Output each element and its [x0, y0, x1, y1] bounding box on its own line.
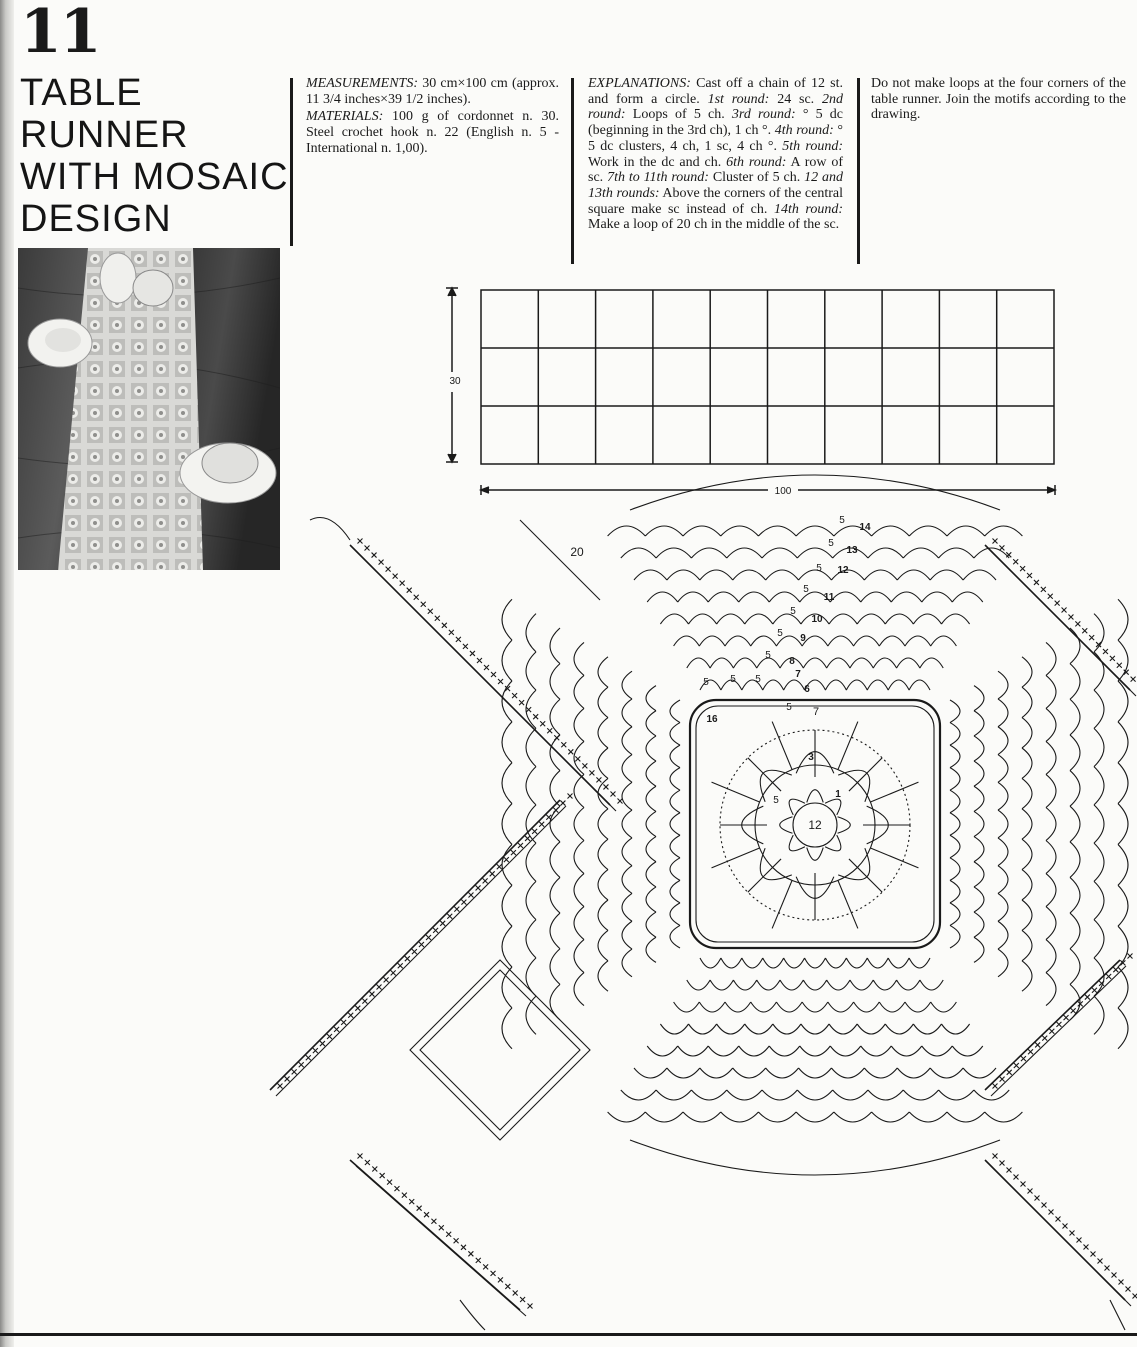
measurements-paragraph: MEASUREMENTS: 30 cm×100 cm (approx. 11 3/4 inches×39 1/2 inches).: [306, 76, 559, 107]
sc-stitch-mark: [582, 763, 587, 768]
corner-spoke: [838, 880, 858, 928]
sc-stitch-mark: [1131, 677, 1136, 682]
round-number-label: 16: [706, 714, 718, 725]
bottom-rule: [0, 1333, 1137, 1336]
right-arch-col: [974, 686, 984, 963]
sc-stitch-mark: [568, 749, 573, 754]
sc-stitch-mark: [512, 693, 517, 698]
sc-stitch-mark: [1049, 1210, 1054, 1215]
sc-stitch-mark: [393, 574, 398, 579]
title-line-2: RUNNER: [20, 114, 189, 156]
sc-stitch-mark: [1106, 974, 1111, 979]
round-number-label: 3: [808, 752, 814, 763]
diagonal-band-bottom-right-inner: [991, 1166, 1131, 1306]
sc-stitch-mark: [596, 777, 601, 782]
sc-stitch-mark: [320, 1041, 325, 1046]
sc-stitch-mark: [1055, 601, 1060, 606]
sc-stitch-mark: [431, 1219, 436, 1224]
sc-stitch-mark: [476, 885, 481, 890]
bottom-arch-row: [687, 980, 943, 990]
height-arrow-top: [448, 288, 456, 296]
right-arch-col: [1070, 628, 1080, 1020]
sc-stitch-mark: [1014, 1063, 1019, 1068]
materials-paragraph: MATERIALS: 100 g of cordonnet n. 30. Steel crochet hook n. 22 (English n. 5 - International n. 1,00).: [306, 109, 559, 156]
sc-stitch-mark: [468, 1251, 473, 1256]
chain-spoke: [748, 758, 781, 791]
left-arch-col: [598, 657, 608, 991]
sc-stitch-mark: [414, 595, 419, 600]
round-number-label: 10: [811, 614, 823, 625]
bottom-arch-row: [674, 1002, 957, 1012]
sc-stitch-mark: [497, 864, 502, 869]
sc-stitch-mark: [546, 815, 551, 820]
bottom-arch-row: [634, 1068, 996, 1078]
sc-stitch-mark: [285, 1076, 290, 1081]
round-number-label: 7: [795, 669, 801, 680]
sc-stitch-mark: [439, 1225, 444, 1230]
sc-stitch-mark: [417, 1206, 422, 1211]
sc-stitch-mark: [435, 616, 440, 621]
sc-stitch-mark: [405, 956, 410, 961]
petal-loop: [807, 790, 823, 803]
bottom-curl: [460, 1300, 485, 1330]
sc-stitch-mark: [1028, 1049, 1033, 1054]
top-arch-row: [674, 636, 957, 646]
sc-stitch-mark: [1013, 559, 1018, 564]
round-number-label: 14: [859, 522, 871, 533]
sc-stitch-mark: [447, 914, 452, 919]
loop-5-label: 5: [777, 628, 783, 639]
sc-stitch-mark: [477, 658, 482, 663]
sc-stitch-mark: [341, 1020, 346, 1025]
sc-stitch-mark: [1035, 1196, 1040, 1201]
sc-stitch-mark: [1119, 1280, 1124, 1285]
loop-5-label: 5: [828, 538, 834, 549]
title-line-4: DESIGN: [20, 198, 172, 240]
bottom-arch-row: [700, 958, 930, 968]
round-number-label: 8: [789, 656, 795, 667]
schematic-height-label: 30: [449, 376, 461, 387]
sc-stitch-mark: [398, 963, 403, 968]
right-arch-col: [1094, 614, 1104, 1035]
chain-20-label: 20: [570, 545, 584, 559]
sc-stitch-mark: [1056, 1217, 1061, 1222]
sc-stitch-mark: [1042, 1036, 1047, 1041]
height-arrow-bottom: [448, 454, 456, 462]
sc-stitch-mark: [292, 1069, 297, 1074]
loop-5-label: 5: [839, 515, 845, 526]
sc-stitch-mark: [1027, 573, 1032, 578]
sc-stitch-mark: [386, 567, 391, 572]
corner-spoke: [870, 848, 918, 868]
diagonal-band-lower-right-inner: [991, 966, 1126, 1096]
petal-loop: [780, 817, 793, 833]
sc-stitch-mark: [278, 1084, 283, 1089]
loop-5-label: 5: [703, 677, 709, 688]
diagonal-band-lower-left-inner: [276, 806, 566, 1096]
width-arrow-left: [481, 487, 489, 493]
sc-stitch-mark: [505, 1284, 510, 1289]
sc-stitch-mark: [1075, 621, 1080, 626]
corner-spoke: [838, 722, 858, 770]
left-arch-col: [502, 599, 512, 1049]
sc-stitch-mark: [520, 1297, 525, 1302]
right-arch-col: [950, 700, 960, 948]
sc-stitch-mark: [490, 871, 495, 876]
round-number-label: 1: [835, 789, 841, 800]
corner-curl: [310, 518, 350, 541]
left-arch-col: [574, 642, 584, 1005]
sc-stitch-mark: [394, 1186, 399, 1191]
sc-stitch-mark: [384, 977, 389, 982]
sc-stitch-mark: [369, 992, 374, 997]
bottom-curl: [1110, 1300, 1125, 1330]
loop-5-label: 5: [730, 674, 736, 685]
corner-spoke: [870, 782, 918, 802]
right-arch-col: [1022, 657, 1032, 991]
sc-stitch-mark: [1028, 1189, 1033, 1194]
chain-spoke: [849, 758, 882, 791]
sc-stitch-mark: [547, 728, 552, 733]
sc-stitch-mark: [412, 949, 417, 954]
sc-stitch-mark: [372, 1167, 377, 1172]
sc-stitch-mark: [419, 942, 424, 947]
sc-stitch-mark: [454, 907, 459, 912]
sc-stitch-mark: [1089, 635, 1094, 640]
join-diamond-inner: [420, 970, 580, 1130]
left-arch-col: [526, 614, 536, 1035]
sc-stitch-mark: [1000, 1161, 1005, 1166]
loop-5-label: 5: [790, 606, 796, 617]
sc-stitch-mark: [424, 1212, 429, 1217]
sc-stitch-mark: [498, 1277, 503, 1282]
sc-stitch-mark: [468, 893, 473, 898]
chain-spoke: [849, 859, 882, 892]
sc-stitch-mark: [1117, 663, 1122, 668]
sc-stitch-mark: [446, 1232, 451, 1237]
schematic-width-label: 100: [774, 486, 792, 497]
inner-round-7-label: 7: [812, 706, 820, 718]
sc-stitch-mark: [1034, 580, 1039, 585]
sc-stitch-mark: [589, 770, 594, 775]
sc-stitch-mark: [1085, 995, 1090, 1000]
outer-loop-bottom: [630, 1140, 1000, 1175]
corner-spoke: [712, 782, 760, 802]
sc-stitch-mark: [358, 539, 363, 544]
top-arch-row: [634, 570, 996, 580]
sc-stitch-mark: [1042, 1203, 1047, 1208]
bottom-arch-row: [621, 1090, 1009, 1100]
sc-stitch-mark: [306, 1055, 311, 1060]
sc-stitch-mark: [603, 784, 608, 789]
sc-stitch-mark: [511, 850, 516, 855]
sc-stitch-mark: [532, 829, 537, 834]
sc-stitch-mark: [525, 836, 530, 841]
sc-stitch-mark: [1092, 988, 1097, 993]
center-chain-label: 12: [808, 818, 822, 832]
sc-stitch-mark: [1110, 656, 1115, 661]
sc-stitch-mark: [1048, 594, 1053, 599]
sc-stitch-mark: [1098, 1259, 1103, 1264]
chain-20-line: [520, 520, 600, 600]
sc-stitch-mark: [610, 791, 615, 796]
sc-stitch-mark: [355, 1006, 360, 1011]
title-line-1: TABLE: [20, 72, 143, 114]
sc-stitch-mark: [463, 644, 468, 649]
size-schematic: [446, 288, 1055, 495]
sc-stitch-mark: [449, 630, 454, 635]
sc-stitch-mark: [456, 637, 461, 642]
loop-5-label: 5: [755, 674, 761, 685]
sc-stitch-mark: [504, 857, 509, 862]
sc-stitch-mark: [1133, 1294, 1137, 1299]
sc-stitch-mark: [1084, 1245, 1089, 1250]
sc-stitch-mark: [365, 1160, 370, 1165]
sc-stitch-mark: [993, 539, 998, 544]
sc-stitch-mark: [421, 602, 426, 607]
sc-stitch-mark: [348, 1013, 353, 1018]
sc-stitch-mark: [1020, 566, 1025, 571]
sc-stitch-mark: [409, 1199, 414, 1204]
diagonal-band-upper-right-inner: [991, 551, 1136, 696]
sc-stitch-mark: [440, 921, 445, 926]
sc-stitch-mark: [1103, 649, 1108, 654]
right-arch-col: [1118, 599, 1128, 1049]
sc-stitch-mark: [442, 623, 447, 628]
pattern-number: 11: [20, 0, 100, 67]
sc-stitch-mark: [484, 665, 489, 670]
round-number-label: 9: [800, 633, 806, 644]
width-arrow-right: [1047, 487, 1055, 493]
top-arch-row: [647, 592, 983, 602]
sc-stitch-mark: [568, 794, 573, 799]
title-line-3: WITH MOSAIC: [20, 156, 289, 198]
sc-stitch-mark: [299, 1062, 304, 1067]
sc-stitch-mark: [999, 545, 1004, 550]
loop-5-label: 5: [773, 795, 779, 806]
sc-stitch-mark: [334, 1027, 339, 1032]
sc-stitch-mark: [1021, 1182, 1026, 1187]
sc-stitch-mark: [428, 609, 433, 614]
sc-stitch-mark: [379, 560, 384, 565]
sc-stitch-mark: [327, 1034, 332, 1039]
sc-stitch-mark: [1021, 1056, 1026, 1061]
sc-stitch-mark: [540, 721, 545, 726]
sc-stitch-mark: [528, 1304, 533, 1309]
sc-stitch-mark: [377, 984, 382, 989]
sc-stitch-mark: [519, 700, 524, 705]
left-arch-col: [550, 628, 560, 1020]
sc-stitch-mark: [400, 581, 405, 586]
sc-stitch-mark: [561, 742, 566, 747]
sc-stitch-mark: [461, 900, 466, 905]
sc-stitch-mark: [358, 1154, 363, 1159]
sc-stitch-mark: [533, 714, 538, 719]
loop-5-label: 5: [765, 650, 771, 661]
join-diamond: [410, 960, 590, 1140]
sc-stitch-mark: [1082, 628, 1087, 633]
sc-stitch-mark: [483, 1264, 488, 1269]
sc-stitch-mark: [993, 1154, 998, 1159]
sc-stitch-mark: [1112, 1273, 1117, 1278]
round-number-label: 12: [837, 565, 849, 576]
crochet-chart: [270, 475, 1137, 1330]
sc-stitch-mark: [518, 843, 523, 848]
sc-stitch-mark: [1091, 1252, 1096, 1257]
sc-stitch-mark: [1041, 587, 1046, 592]
sc-stitch-mark: [554, 735, 559, 740]
sc-stitch-mark: [1014, 1175, 1019, 1180]
sc-stitch-mark: [575, 756, 580, 761]
sc-stitch-mark: [387, 1180, 392, 1185]
sc-stitch-mark: [553, 808, 558, 813]
chart-labels: [570, 515, 871, 832]
right-arch-col: [998, 671, 1008, 977]
left-arch-col: [622, 671, 632, 977]
diagonal-band-upper-left-inner: [356, 551, 616, 811]
sc-stitch-mark: [1007, 1070, 1012, 1075]
corner-spoke: [772, 880, 792, 928]
diagonal-band-bottom-left-inner: [356, 1166, 526, 1316]
sc-stitch-mark: [1105, 1266, 1110, 1271]
sc-stitch-mark: [1056, 1022, 1061, 1027]
sc-stitch-mark: [1062, 608, 1067, 613]
corner-spoke: [712, 848, 760, 868]
corner-spoke: [772, 722, 792, 770]
sc-stitch-mark: [1006, 552, 1011, 557]
top-arch-row: [608, 526, 1023, 536]
sc-stitch-mark: [491, 672, 496, 677]
sc-stitch-mark: [1128, 954, 1133, 959]
loop-5-label: 5: [816, 563, 822, 574]
round-number-label: 6: [804, 684, 810, 695]
bottom-arch-row: [608, 1112, 1023, 1122]
sc-stitch-mark: [402, 1193, 407, 1198]
petal-loop: [807, 848, 823, 861]
round-number-label: 11: [823, 592, 835, 603]
outer-loop-top: [630, 475, 1000, 510]
sc-stitch-mark: [491, 1271, 496, 1276]
sc-stitch-mark: [483, 878, 488, 883]
notes-paragraph: Do not make loops at the four corners of the table runner. Join the motifs according to the drawing.: [871, 76, 1126, 123]
sc-stitch-mark: [365, 546, 370, 551]
chain-spoke: [748, 859, 781, 892]
bottom-arch-row: [660, 1024, 969, 1034]
sc-stitch-mark: [539, 822, 544, 827]
top-arch-row: [687, 658, 943, 668]
sc-stitch-mark: [1113, 967, 1118, 972]
left-arch-col: [646, 686, 656, 963]
sc-stitch-mark: [1063, 1224, 1068, 1229]
sc-stitch-mark: [1077, 1238, 1082, 1243]
sc-stitch-mark: [433, 928, 438, 933]
top-arch-row: [621, 548, 1009, 558]
sc-stitch-mark: [1035, 1042, 1040, 1047]
sc-stitch-mark: [1070, 1231, 1075, 1236]
loop-5-label: 5: [786, 702, 792, 713]
sc-stitch-mark: [560, 801, 565, 806]
sc-stitch-mark: [513, 1290, 518, 1295]
sc-stitch-mark: [526, 707, 531, 712]
bottom-arch-row: [647, 1046, 983, 1056]
sc-stitch-mark: [476, 1258, 481, 1263]
petal-loop: [838, 817, 851, 833]
loop-5-label: 5: [803, 584, 809, 595]
diagonal-band-lower-left: [270, 800, 560, 1090]
right-arch-col: [1046, 642, 1056, 1005]
sc-stitch-mark: [372, 553, 377, 558]
sc-stitch-mark: [1007, 1168, 1012, 1173]
sc-stitch-mark: [391, 970, 396, 975]
sc-stitch-mark: [461, 1245, 466, 1250]
sc-stitch-mark: [498, 679, 503, 684]
sc-stitch-mark: [1000, 1077, 1005, 1082]
sc-stitch-mark: [362, 999, 367, 1004]
sc-stitch-mark: [618, 799, 623, 804]
sc-stitch-mark: [1064, 1015, 1069, 1020]
sc-stitch-mark: [993, 1084, 998, 1089]
sc-stitch-mark: [1126, 1287, 1131, 1292]
sc-stitch-mark: [454, 1238, 459, 1243]
round-number-label: 13: [846, 545, 858, 556]
explanations-column: EXPLANATIONS: Cast off a chain of 12 st. and form a circle. 1st round: 24 sc. 2nd round: Loops of 5 ch. 3rd round: ° 5 dc (beginning in the 3rd ch), 1 ch °. 4th round: ° 5 dc clusters, 4 ch, 1 sc, 4 ch °. 5th round: Work in the dc and ch. 6th round: A row of sc. 7th to 11th round: Cluster of 5 ch. 12 and 13th rounds: Above the corners of the central square make sc instead of ch. 14th round: Make a loop of 20 ch in the middle of the sc.: [588, 76, 844, 233]
sc-stitch-mark: [1049, 1029, 1054, 1034]
sc-stitch-mark: [470, 651, 475, 656]
sc-stitch-mark: [426, 935, 431, 940]
sc-stitch-mark: [407, 588, 412, 593]
sc-stitch-mark: [1068, 614, 1073, 619]
sc-stitch-mark: [313, 1048, 318, 1053]
sc-stitch-mark: [380, 1173, 385, 1178]
sc-stitch-mark: [1071, 1008, 1076, 1013]
left-arch-col: [670, 700, 680, 948]
